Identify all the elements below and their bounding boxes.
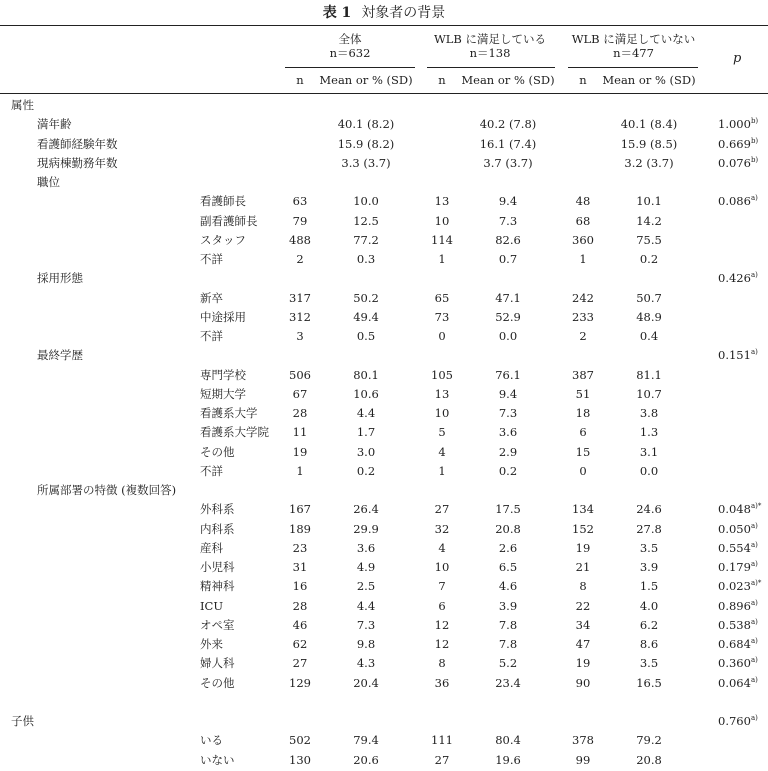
table-row	[0, 96, 768, 115]
percent-cell: 7.3	[498, 213, 518, 228]
count-cell: 111	[431, 733, 453, 748]
category-label: 中途採用	[200, 309, 246, 324]
p-value: 0.179$^{a)}$	[718, 560, 758, 574]
table-row	[0, 462, 768, 481]
percent-cell: 5.2	[498, 656, 518, 671]
table-row	[0, 192, 768, 211]
mean-sd-cell: 40.1 (8.4)	[620, 117, 678, 132]
count-cell: 27	[292, 656, 308, 671]
percent-cell: 19.6	[495, 752, 521, 767]
table-row	[0, 327, 768, 346]
percent-cell: 79.4	[353, 733, 379, 748]
group-rule-satisfied	[427, 67, 555, 68]
group-header-unsatisfied: WLB に満足していない n＝477	[571, 32, 696, 60]
table-title	[0, 2, 768, 22]
p-value-note: b)	[750, 155, 759, 164]
percent-cell: 7.3	[498, 406, 518, 420]
category-label: 看護系大学院	[200, 425, 269, 440]
category-label: 精神科	[200, 579, 235, 594]
n-header-satisfied: n	[438, 73, 446, 87]
percent-cell: 29.9	[353, 521, 379, 536]
mean-sd-cell: 3.3 (3.7)	[341, 155, 391, 170]
p-value: 0.076$^{b)}$	[718, 155, 759, 170]
mean-sd-cell: 40.2 (7.8)	[479, 117, 537, 132]
group-label: 採用形態	[37, 271, 83, 286]
group-label: 職位	[37, 175, 60, 189]
p-value: $0.023^{a)*}$	[718, 579, 762, 594]
p-value: 0.760$^{a)}$	[718, 714, 758, 728]
percent-cell: 7.3	[356, 617, 376, 632]
table-row	[0, 385, 768, 404]
percent-cell: 1.7	[356, 425, 376, 440]
count-cell: 378	[572, 733, 594, 748]
table-row	[0, 654, 768, 673]
percent-cell: 7.8	[498, 637, 518, 651]
table-row	[0, 269, 768, 288]
table-row	[0, 250, 768, 269]
table-row	[0, 154, 768, 173]
category-label: スタッフ	[200, 232, 246, 247]
percent-cell: 3.6	[498, 425, 518, 440]
count-cell: 360	[572, 232, 594, 247]
count-cell: 68	[575, 213, 591, 228]
percent-cell: 20.8	[495, 521, 521, 536]
section-label: 属性	[11, 98, 34, 112]
percent-cell: 0.5	[356, 329, 376, 343]
percent-cell: 52.9	[495, 309, 521, 324]
percent-cell: 20.4	[353, 675, 379, 690]
p-value-note: a)	[750, 560, 758, 568]
percent-cell: 24.6	[636, 502, 662, 517]
count-cell: 79	[292, 213, 308, 228]
count-cell: 27	[434, 752, 450, 767]
category-label: ICU	[200, 598, 224, 613]
percent-cell: 3.6	[356, 540, 376, 555]
percent-cell: 0.0	[639, 463, 659, 478]
percent-cell: 4.4	[356, 406, 376, 420]
table-row	[0, 481, 768, 500]
mean-sd-cell: 15.9 (8.5)	[620, 136, 678, 151]
percent-cell: 0.7	[498, 252, 518, 266]
count-cell: 233	[572, 309, 594, 324]
category-label: いる	[200, 733, 223, 748]
count-cell: 27	[434, 502, 450, 517]
count-cell: 31	[292, 560, 308, 574]
group-rule-all	[285, 67, 415, 68]
category-label: いない	[200, 752, 235, 767]
percent-cell: 3.8	[639, 406, 659, 420]
table-row	[0, 212, 768, 231]
count-cell: 167	[289, 502, 311, 517]
table-row	[0, 712, 768, 731]
mean-sd-cell: 40.1 (8.2)	[337, 117, 395, 132]
table-row	[0, 366, 768, 385]
p-value: 0.426$^{a)}$	[718, 271, 758, 286]
p-value: 0.554$^{a)}$	[718, 540, 758, 555]
table-row	[0, 443, 768, 462]
count-cell: 1	[438, 463, 446, 478]
count-cell: 6	[579, 425, 587, 440]
percent-cell: 48.9	[636, 309, 662, 324]
table-number: 表 1	[322, 5, 352, 21]
percent-cell: 26.4	[353, 502, 379, 517]
percent-cell: 3.9	[498, 598, 518, 613]
category-label: その他	[200, 675, 235, 690]
group-label: 最終学歴	[37, 348, 83, 363]
p-value: 0.538$^{a)}$	[718, 617, 758, 632]
percent-cell: 20.8	[636, 752, 662, 767]
variable-label: 満年齢	[37, 117, 72, 132]
table-row	[0, 346, 768, 365]
percent-cell: 3.1	[639, 444, 659, 459]
category-label: 内科系	[200, 521, 235, 536]
table-row	[0, 577, 768, 596]
p-value-note: a)	[750, 637, 758, 645]
mean-header-unsatisfied: Mean or % (SD)	[602, 73, 696, 87]
percent-cell: 7.8	[498, 617, 518, 632]
count-cell: 8	[438, 656, 446, 671]
count-cell: 73	[434, 309, 450, 324]
count-cell: 22	[575, 598, 591, 613]
p-value: 0.669$^{b)}$	[718, 136, 759, 151]
count-cell: 5	[438, 425, 446, 440]
p-value: 0.064$^{a)}$	[718, 675, 758, 690]
count-cell: 90	[575, 675, 591, 690]
count-cell: 99	[575, 752, 591, 767]
p-value-note: a)	[750, 271, 758, 280]
percent-cell: 76.1	[495, 367, 521, 382]
p-value-note: b)	[750, 136, 759, 145]
count-cell: 19	[292, 444, 308, 459]
percent-cell: 0.2	[356, 463, 376, 478]
count-cell: 312	[289, 309, 311, 324]
table-row	[0, 231, 768, 250]
p-value: 0.360$^{a)}$	[718, 656, 758, 671]
category-label: 婦人科	[200, 656, 235, 671]
percent-cell: 27.8	[636, 521, 662, 536]
count-cell: 46	[292, 617, 308, 632]
table-row	[0, 635, 768, 654]
variable-label: 看護師経験年数	[37, 136, 118, 151]
count-cell: 317	[289, 290, 311, 305]
category-label: 不詳	[200, 463, 223, 478]
mean-sd-cell: 3.7 (3.7)	[483, 155, 533, 170]
category-label: オペ室	[200, 617, 235, 632]
header-rule	[0, 93, 768, 94]
count-cell: 7	[438, 579, 446, 594]
table-row	[0, 558, 768, 577]
count-cell: 4	[438, 540, 446, 555]
percent-cell: 9.4	[498, 386, 518, 401]
group-header-all: 全体 n＝632	[329, 32, 371, 60]
percent-cell: 0.0	[498, 329, 518, 343]
table-row	[0, 308, 768, 327]
count-cell: 10	[434, 406, 450, 420]
category-label: 看護系大学	[200, 406, 258, 420]
table-row	[0, 289, 768, 308]
percent-cell: 10.1	[636, 194, 662, 209]
p-value-note: a)	[750, 714, 758, 722]
percent-cell: 3.5	[639, 656, 659, 671]
count-cell: 12	[434, 617, 450, 632]
percent-cell: 6.2	[639, 617, 659, 632]
mean-sd-cell: 3.2 (3.7)	[624, 155, 674, 170]
table-row	[0, 693, 768, 712]
count-cell: 387	[572, 367, 594, 382]
percent-cell: 3.5	[639, 540, 659, 555]
category-label: その他	[200, 444, 235, 459]
category-label: 産科	[200, 540, 223, 555]
percent-cell: 20.6	[353, 752, 379, 767]
count-cell: 129	[289, 675, 311, 690]
percent-cell: 50.7	[636, 290, 662, 305]
group-rule-unsatisfied	[568, 67, 698, 68]
count-cell: 242	[572, 290, 594, 305]
count-cell: 23	[292, 540, 308, 555]
p-value-note: a)	[750, 540, 758, 549]
percent-cell: 80.1	[353, 367, 379, 382]
count-cell: 16	[292, 579, 308, 594]
group-label: 所属部署の特徴 (複数回答)	[37, 483, 177, 497]
count-cell: 62	[292, 637, 308, 651]
percent-cell: 79.2	[636, 733, 662, 748]
percent-cell: 9.4	[498, 194, 518, 209]
percent-cell: 0.3	[356, 252, 376, 266]
percent-cell: 1.3	[639, 425, 659, 440]
percent-cell: 0.2	[498, 463, 518, 478]
percent-cell: 10.7	[636, 386, 662, 401]
percent-cell: 81.1	[636, 367, 662, 382]
count-cell: 10	[434, 560, 450, 574]
table-row	[0, 423, 768, 442]
p-value-note: a)	[750, 617, 758, 626]
mean-sd-cell: 16.1 (7.4)	[479, 136, 537, 151]
p-value: 0.684$^{a)}$	[718, 637, 758, 651]
table-row	[0, 500, 768, 519]
percent-cell: 4.4	[356, 598, 376, 613]
count-cell: 36	[434, 675, 450, 690]
p-value-note: a)*	[750, 502, 762, 511]
count-cell: 4	[438, 444, 446, 459]
category-label: 看護師長	[200, 194, 246, 209]
p-value-note: a)	[750, 348, 758, 357]
p-value-note: a)	[750, 194, 758, 203]
count-cell: 67	[292, 386, 308, 401]
p-value-note: a)	[750, 675, 758, 684]
count-cell: 51	[575, 386, 591, 401]
count-cell: 48	[575, 194, 591, 209]
group-header-satisfied: WLB に満足している n＝138	[433, 32, 547, 60]
table-row	[0, 674, 768, 693]
category-label: 短期大学	[200, 386, 246, 401]
count-cell: 10	[434, 213, 450, 228]
count-cell: 2	[579, 329, 587, 343]
count-cell: 19	[575, 540, 591, 555]
count-cell: 0	[579, 463, 587, 478]
count-cell: 130	[289, 752, 311, 767]
percent-cell: 2.6	[498, 540, 518, 555]
p-value-note: a)*	[750, 579, 762, 588]
category-label: 副看護師長	[200, 213, 258, 228]
count-cell: 18	[575, 406, 591, 420]
percent-cell: 77.2	[353, 232, 379, 247]
p-value: 1.000$^{b)}$	[718, 117, 759, 132]
count-cell: 488	[289, 232, 311, 247]
count-cell: 47	[575, 637, 591, 651]
category-label: 不詳	[200, 252, 223, 266]
count-cell: 13	[434, 386, 450, 401]
mean-header-all: Mean or % (SD)	[319, 73, 413, 87]
count-cell: 11	[292, 425, 308, 440]
n-header-unsatisfied: n	[579, 73, 587, 87]
p-value: 0.086$^{a)}$	[718, 194, 758, 209]
count-cell: 134	[572, 502, 594, 517]
category-label: 不詳	[200, 329, 223, 343]
count-cell: 13	[434, 194, 450, 209]
count-cell: 63	[292, 194, 308, 209]
count-cell: 21	[575, 560, 591, 574]
count-cell: 1	[438, 252, 446, 266]
percent-cell: 9.8	[356, 637, 376, 651]
percent-cell: 75.5	[636, 232, 662, 247]
p-value: 0.050$^{a)}$	[718, 521, 758, 536]
table-row	[0, 616, 768, 635]
category-label: 外科系	[200, 502, 235, 517]
percent-cell: 17.5	[495, 502, 521, 517]
percent-cell: 6.5	[498, 560, 518, 574]
table-row	[0, 731, 768, 750]
count-cell: 34	[575, 617, 591, 632]
table-row	[0, 135, 768, 154]
p-value-note: b)	[750, 117, 759, 126]
count-cell: 15	[575, 444, 591, 459]
count-cell: 3	[296, 329, 304, 343]
percent-cell: 4.9	[356, 560, 376, 574]
top-rule	[0, 25, 768, 26]
count-cell: 6	[438, 598, 446, 613]
count-cell: 12	[434, 637, 450, 651]
p-value-note: a)	[750, 656, 758, 665]
count-cell: 28	[292, 598, 308, 613]
percent-cell: 1.5	[639, 579, 659, 594]
count-cell: 1	[296, 463, 304, 478]
table-row	[0, 597, 768, 616]
variable-label: 現病棟勤務年数	[37, 155, 118, 170]
count-cell: 65	[434, 290, 450, 305]
table-row	[0, 539, 768, 558]
percent-cell: 80.4	[495, 733, 521, 748]
count-cell: 502	[289, 733, 311, 748]
count-cell: 189	[289, 521, 311, 536]
count-cell: 152	[572, 521, 594, 536]
table-row	[0, 404, 768, 423]
table-row	[0, 751, 768, 770]
count-cell: 114	[431, 232, 453, 247]
percent-cell: 8.6	[639, 637, 659, 651]
p-value: 0.151$^{a)}$	[718, 348, 758, 363]
n-header-all: n	[296, 73, 304, 87]
percent-cell: 4.0	[639, 598, 659, 613]
count-cell: 8	[579, 579, 587, 594]
p-value-header: p	[733, 51, 742, 66]
percent-cell: 3.9	[639, 560, 659, 574]
percent-cell: 2.5	[356, 579, 376, 594]
percent-cell: 16.5	[636, 675, 662, 690]
mean-header-satisfied: Mean or % (SD)	[461, 73, 555, 87]
category-label: 新卒	[200, 290, 223, 305]
table-row	[0, 115, 768, 134]
count-cell: 506	[289, 367, 311, 382]
count-cell: 0	[438, 329, 446, 343]
table-row	[0, 520, 768, 539]
category-label: 専門学校	[200, 367, 246, 382]
percent-cell: 82.6	[495, 232, 521, 247]
percent-cell: 23.4	[495, 675, 521, 690]
category-label: 外来	[200, 637, 223, 651]
count-cell: 1	[579, 252, 587, 266]
percent-cell: 0.2	[639, 252, 659, 266]
mean-sd-cell: 15.9 (8.2)	[337, 136, 395, 151]
percent-cell: 0.4	[639, 329, 659, 343]
p-value-note: a)	[750, 521, 758, 530]
table-row	[0, 173, 768, 192]
percent-cell: 47.1	[495, 290, 521, 305]
percent-cell: 4.3	[356, 656, 376, 671]
p-value-note: a)	[750, 598, 758, 607]
table-title-text: 対象者の背景	[361, 5, 446, 21]
count-cell: 19	[575, 656, 591, 671]
section-label: 子供	[11, 714, 34, 728]
count-cell: 32	[434, 521, 450, 536]
count-cell: 105	[431, 367, 453, 382]
percent-cell: 49.4	[353, 309, 379, 324]
count-cell: 28	[292, 406, 308, 420]
percent-cell: 3.0	[356, 444, 376, 459]
category-label: 小児科	[200, 560, 235, 574]
p-value: 0.896$^{a)}$	[718, 598, 758, 613]
percent-cell: 10.6	[353, 386, 379, 401]
percent-cell: 2.9	[498, 444, 518, 459]
percent-cell: 10.0	[353, 194, 379, 209]
percent-cell: 50.2	[353, 290, 379, 305]
p-value: $0.048^{a)*}$	[718, 502, 762, 517]
percent-cell: 12.5	[353, 213, 379, 228]
percent-cell: 14.2	[636, 213, 662, 228]
count-cell: 2	[296, 252, 304, 266]
percent-cell: 4.6	[498, 579, 518, 594]
